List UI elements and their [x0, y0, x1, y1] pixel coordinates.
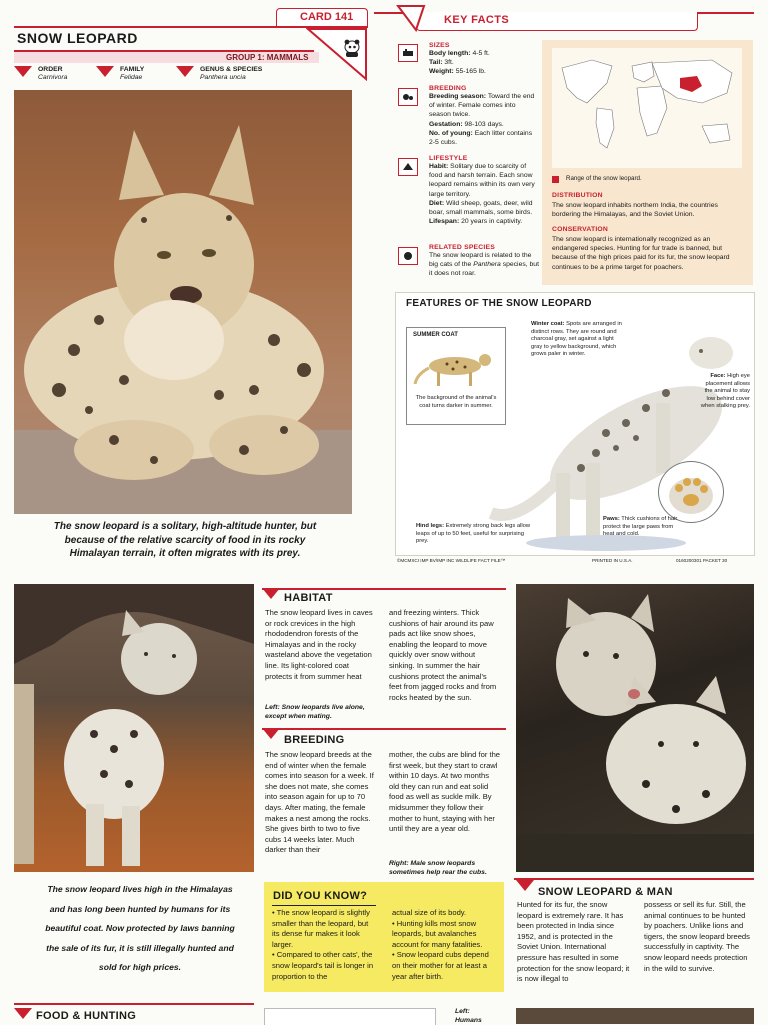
key-facts-title: KEY FACTS	[444, 14, 510, 26]
sizes-heading: SIZES	[429, 42, 450, 49]
lifespan: 20 years in captivity.	[461, 218, 523, 226]
food-hunting-section	[14, 1000, 254, 1024]
features-title: FEATURES OF THE SNOW LEOPARD	[406, 298, 592, 309]
breeding-season-key: Breeding season:	[429, 93, 487, 100]
taxonomy-value: Felidae	[120, 74, 143, 81]
did-you-know-col2	[392, 908, 498, 982]
fact-item: actual size of its body.	[392, 908, 467, 917]
features-box	[395, 292, 755, 556]
left-caption-2: The snow leopard lives high in the Himalayas and has long been hunted by humans for its beautiful coat. Now protected by laws banning the sale of its fur, it is still illegally hunted and sold for high prices.	[45, 884, 235, 972]
legend-swatch	[552, 176, 559, 183]
related-heading: RELATED SPECIES	[429, 244, 495, 251]
category-corner	[306, 27, 368, 81]
habitat-col2: and freezing winters. Thick cushions of hair around its paw pads act like snow shoes, enabling the leopard to move quickly over snow without sinking. In summer the hair cushions protect the animal's feet from jagged rocks and from rocks heated by the sun.	[389, 608, 497, 702]
did-you-know-title: DID YOU KNOW?	[273, 890, 368, 902]
related-facts	[429, 244, 539, 279]
breeding-title: BREEDING	[284, 734, 345, 746]
did-you-know-col1	[272, 908, 377, 982]
taxonomy-label: FAMILY	[120, 66, 145, 73]
breeding-section	[262, 728, 506, 878]
snow-leopard-man-col1: Hunted for its fur, the snow leopard is extremely rare. It has been protected in India since 1952, and is protected in the Soviet Union. International pressure has resulted in some protection for the snow leopard; it is now illegal to	[517, 900, 630, 984]
fact-item: • Hunting kills most snow leopards, but avalanches account for many fatalities.	[392, 918, 483, 949]
face-key: Face:	[710, 373, 726, 379]
breeding-right-caption: Right: Male snow leopards sometimes help rear the cubs.	[389, 860, 487, 876]
related-text-b: species, but it does not roar.	[429, 261, 539, 278]
did-you-know-box	[264, 882, 504, 992]
snow-leopard-man-section	[514, 878, 754, 998]
fact-item: • The snow leopard is slightly smaller than the leopard, but its dense fur makes it look larger.	[272, 908, 370, 949]
hind-legs-text: Extremely strong back legs allow leaps of up to 50 feet, useful for surprising prey.	[416, 523, 531, 545]
bottom-box	[264, 1008, 436, 1025]
young-count: Each litter contains 2-5 cubs.	[429, 129, 533, 147]
breeding-facts	[429, 85, 539, 147]
breeding-heading: BREEDING	[429, 85, 467, 92]
printed: PRINTED IN U.S.A.	[592, 558, 633, 563]
card-number: CARD 141	[300, 11, 354, 23]
map-legend: Range of the snow leopard.	[566, 175, 642, 182]
taxonomy-value: Carnivora	[38, 74, 68, 81]
face-note	[696, 373, 750, 411]
winter-coat-text: Spots are arranged in distinct rows. They are round and charcoal gray, set against a light gray to yellow background, which grows paler in winter.	[531, 321, 622, 358]
lifestyle-heading: LIFESTYLE	[429, 155, 468, 162]
did-you-know-rule	[272, 905, 376, 906]
lifestyle-icon	[398, 158, 418, 176]
size-length: 4-5 ft.	[472, 50, 490, 57]
key-facts-corner	[396, 4, 426, 32]
habitat-left-caption: Left: Snow leopards live alone, except when mating.	[265, 704, 365, 720]
taxonomy-value: Panthera uncia	[200, 74, 246, 81]
habitat-photo	[14, 584, 254, 872]
face-text: High eye placement allows the animal to stay low behind cover when stalking prey.	[700, 373, 750, 410]
food-hunting-title: FOOD & HUNTING	[36, 1010, 137, 1022]
habitat-section	[262, 588, 506, 728]
taxonomy-label: ORDER	[38, 66, 63, 73]
diet: Wild sheep, goats, deer, wild boar, small mammals, some birds.	[429, 199, 533, 217]
size-weight-key: Weight:	[429, 68, 454, 76]
conservation-text: The snow leopard is internationally recognized as an endangered species. Hunting for fur trade is banned, but because of the high prices paid for its fur, the snow leopard continues to be a prime target for poachers.	[552, 236, 730, 271]
size-tail: 3ft.	[444, 59, 454, 67]
size-tail-key: Tail:	[429, 59, 443, 67]
lifestyle-facts	[429, 155, 539, 226]
related-genus: Panthera	[473, 261, 501, 269]
winter-coat-key: Winter coat:	[531, 321, 565, 327]
group-label: GROUP 1: MAMMALS	[226, 53, 309, 62]
distribution-heading: DISTRIBUTION	[552, 192, 603, 199]
range-map-box	[542, 40, 753, 285]
range-map	[552, 48, 742, 168]
panda-icon	[345, 40, 360, 57]
hind-legs-note	[416, 523, 534, 546]
breeding-col1: The snow leopard breeds at the end of winter when the female comes into season for a week. If she does not mate, she comes into season again for up to 70 days. After mating, the female makes a nest among the rocks. She gives birth to two to five cubs 14 weeks later. Much darker than their	[265, 750, 374, 855]
breeding-season: Toward the end of winter. Female comes into season twice.	[429, 93, 535, 119]
habit: Solitary due to scarcity of food and harsh terrain. Each snow leopard remains within its own very large territory.	[429, 163, 535, 198]
winter-coat-note	[531, 321, 623, 359]
distribution-text: The snow leopard inhabits northern India, the countries bordering the Himalayas, and the Soviet Union.	[552, 202, 718, 219]
bottom-left-label-2: Humans	[455, 1017, 482, 1024]
related-icon	[398, 247, 418, 265]
paws-text: Thick cushions of hair protect the large paws from heat and cold.	[603, 516, 678, 538]
paws-note	[603, 516, 683, 539]
paw-inset	[658, 461, 724, 523]
bottom-left-label: Left:	[455, 1008, 470, 1015]
summer-coat-title: SUMMER COAT	[413, 332, 458, 338]
sizes-icon	[398, 44, 418, 62]
habit-key: Habit:	[429, 163, 449, 170]
breeding-icon	[398, 88, 418, 106]
main-photo	[14, 90, 352, 514]
page-title: SNOW LEOPARD	[17, 30, 138, 46]
habitat-title: HABITAT	[284, 592, 333, 604]
diet-key: Diet:	[429, 199, 445, 207]
gestation-key: Gestation:	[429, 120, 463, 128]
gestation: 98-103 days.	[464, 120, 504, 128]
lifespan-key: Lifespan:	[429, 218, 460, 226]
copyright: ©MCMXCI IMP BV/IMP INC WILDLIFE FACT FILE™	[397, 558, 506, 563]
paw-icon	[659, 462, 723, 522]
related-text-a: The snow leopard is related to the big cats of the	[429, 252, 532, 269]
cubs-photo	[516, 584, 754, 872]
paws-key: Paws:	[603, 516, 620, 522]
packet: 0160200301 PACKET 30	[676, 558, 728, 563]
conservation-heading: CONSERVATION	[552, 226, 609, 233]
size-weight: 55-165 lb.	[455, 68, 486, 76]
fact-item: • Snow leopard cubs depend on their mother for at least a year after birth.	[392, 950, 489, 981]
main-caption: The snow leopard is a solitary, high-altitude hunter, but because of the relative scarcity of food in its rocky Himalayan terrain, it often migrates with its prey.	[53, 521, 317, 559]
bottom-photo	[516, 1008, 754, 1024]
breeding-col2: mother, the cubs are blind for the first week, but they start to crawl within 10 days. At two months old they can run and eat solid food as well as suckle milk. By midsummer they follow their mother to hunt, staying with her until they are a year old.	[389, 750, 501, 834]
snow-leopard-man-col2: possess or sell its fur. Still, the animal continues to be hunted by poachers. Unlike lions and tigers, the snow leopard breeds successfully in captivity. The snow leopard needs protection in the wild to survive.	[644, 900, 750, 973]
hind-legs-key: Hind legs:	[416, 523, 445, 529]
taxonomy-label: GENUS & SPECIES	[200, 66, 263, 73]
summer-coat-text: The background of the animal's coat turns darker in summer.	[415, 395, 497, 409]
young-count-key: No. of young:	[429, 129, 473, 137]
sizes-block	[429, 42, 539, 77]
fact-item: • Compared to other cats', the snow leopard's tail is longer in proportion to the	[272, 950, 374, 981]
habitat-col1: The snow leopard lives in caves or rock crevices in the high rhododendron forests of the Himalayas and in the rocky wasteland above the vegetation line. Its light-colored coat protects it from summer heat	[265, 608, 373, 681]
snow-leopard-man-title: SNOW LEOPARD & MAN	[538, 886, 673, 898]
size-length-key: Body length:	[429, 50, 471, 57]
